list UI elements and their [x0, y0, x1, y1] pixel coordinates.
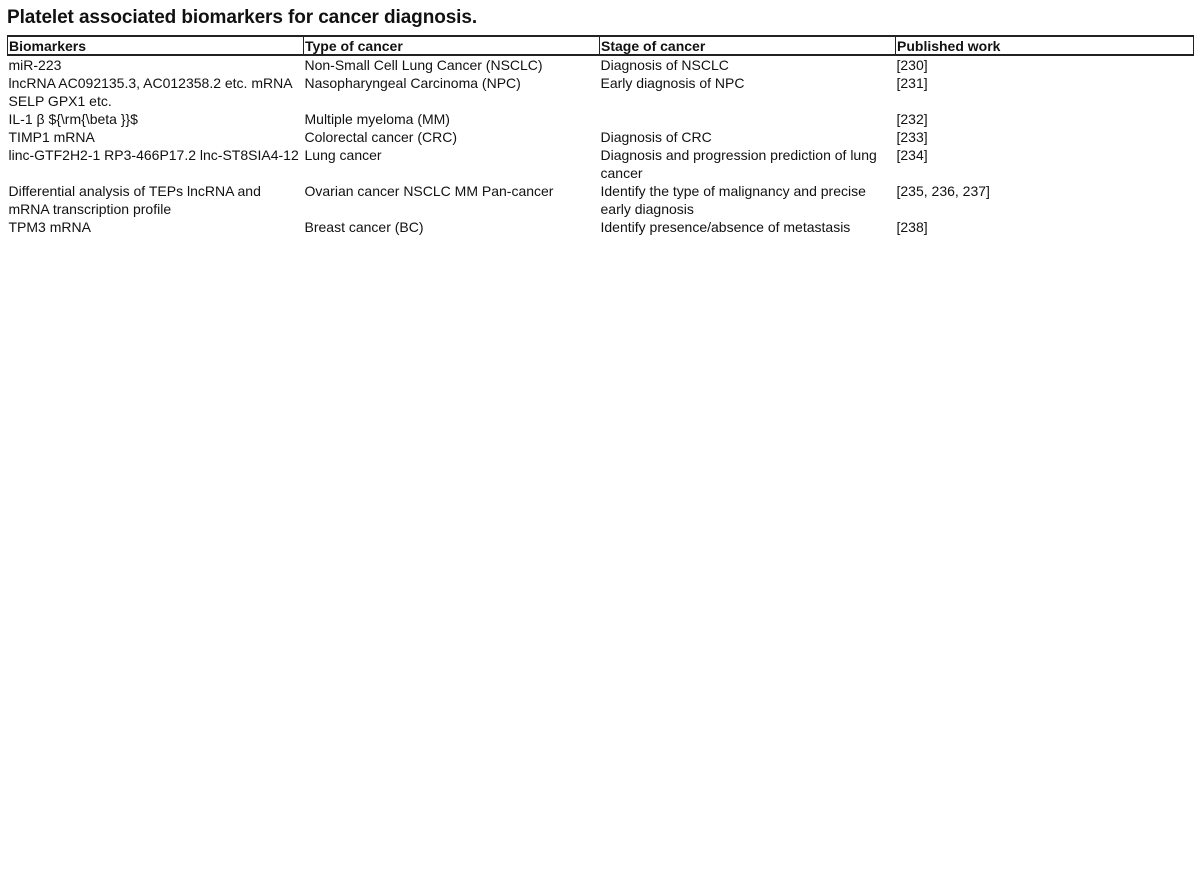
cell-reference: [234]	[896, 147, 928, 163]
table-row	[8, 146, 1194, 182]
cell-cancer-stage: Identify presence/absence of metastasis	[600, 219, 851, 235]
header-stage-of-cancer: Stage of cancer	[600, 36, 896, 55]
table-row	[8, 182, 1194, 218]
table-header	[8, 36, 1194, 55]
table-row	[8, 55, 1194, 74]
cell-reference: [230]	[896, 57, 928, 73]
header-row	[8, 36, 1194, 55]
cell-biomarker: Differential analysis of TEPs lncRNA and mRNA transcription profile	[8, 183, 261, 217]
cell-cancer-stage: Diagnosis of NSCLC	[600, 57, 729, 73]
table-row	[8, 74, 1194, 110]
cell-cancer-type: Ovarian cancer NSCLC MM Pan-cancer	[304, 183, 554, 199]
cell-reference: [238]	[896, 219, 928, 235]
cell-cancer-type: Multiple myeloma (MM)	[304, 111, 450, 127]
cell-cancer-stage	[600, 110, 896, 128]
cell-cancer-stage: Diagnosis and progression prediction of lung cancer	[600, 147, 877, 181]
header-biomarkers: Biomarkers	[8, 36, 304, 55]
table-row	[8, 128, 1194, 146]
cell-biomarker: TPM3 mRNA	[8, 219, 91, 235]
cell-cancer-stage: Early diagnosis of NPC	[600, 75, 745, 91]
cell-biomarker: lncRNA AC092135.3, AC012358.2 etc. mRNA SELP GPX1 etc.	[8, 75, 292, 109]
cell-cancer-type: Breast cancer (BC)	[304, 219, 424, 235]
biomarkers-table	[7, 35, 1194, 236]
header-type-of-cancer: Type of cancer	[304, 36, 600, 55]
cell-cancer-stage: Diagnosis of CRC	[600, 129, 712, 145]
table-row	[8, 110, 1194, 128]
cell-reference: [235, 236, 237]	[896, 183, 990, 199]
cell-biomarker: linc-GTF2H2-1 RP3-466P17.2 lnc-ST8SIA4-12	[8, 147, 299, 163]
header-published-work: Published work	[896, 36, 1194, 55]
cell-biomarker: TIMP1 mRNA	[8, 129, 95, 145]
table-title: Platelet associated biomarkers for cancer diagnosis.	[7, 7, 477, 28]
cell-reference: [231]	[896, 75, 928, 91]
cell-reference: [232]	[896, 111, 928, 127]
cell-cancer-type: Non-Small Cell Lung Cancer (NSCLC)	[304, 57, 543, 73]
cell-cancer-stage: Identify the type of malignancy and precise early diagnosis	[600, 183, 866, 217]
cell-cancer-type: Lung cancer	[304, 147, 382, 163]
table-row	[8, 218, 1194, 236]
cell-biomarker: miR-223	[8, 57, 62, 73]
cell-cancer-type: Nasopharyngeal Carcinoma (NPC)	[304, 75, 521, 91]
table-body	[8, 55, 1194, 236]
cell-biomarker: IL-1 β ${\rm{\beta }}$	[8, 111, 138, 127]
cell-reference: [233]	[896, 129, 928, 145]
cell-cancer-type: Colorectal cancer (CRC)	[304, 129, 457, 145]
